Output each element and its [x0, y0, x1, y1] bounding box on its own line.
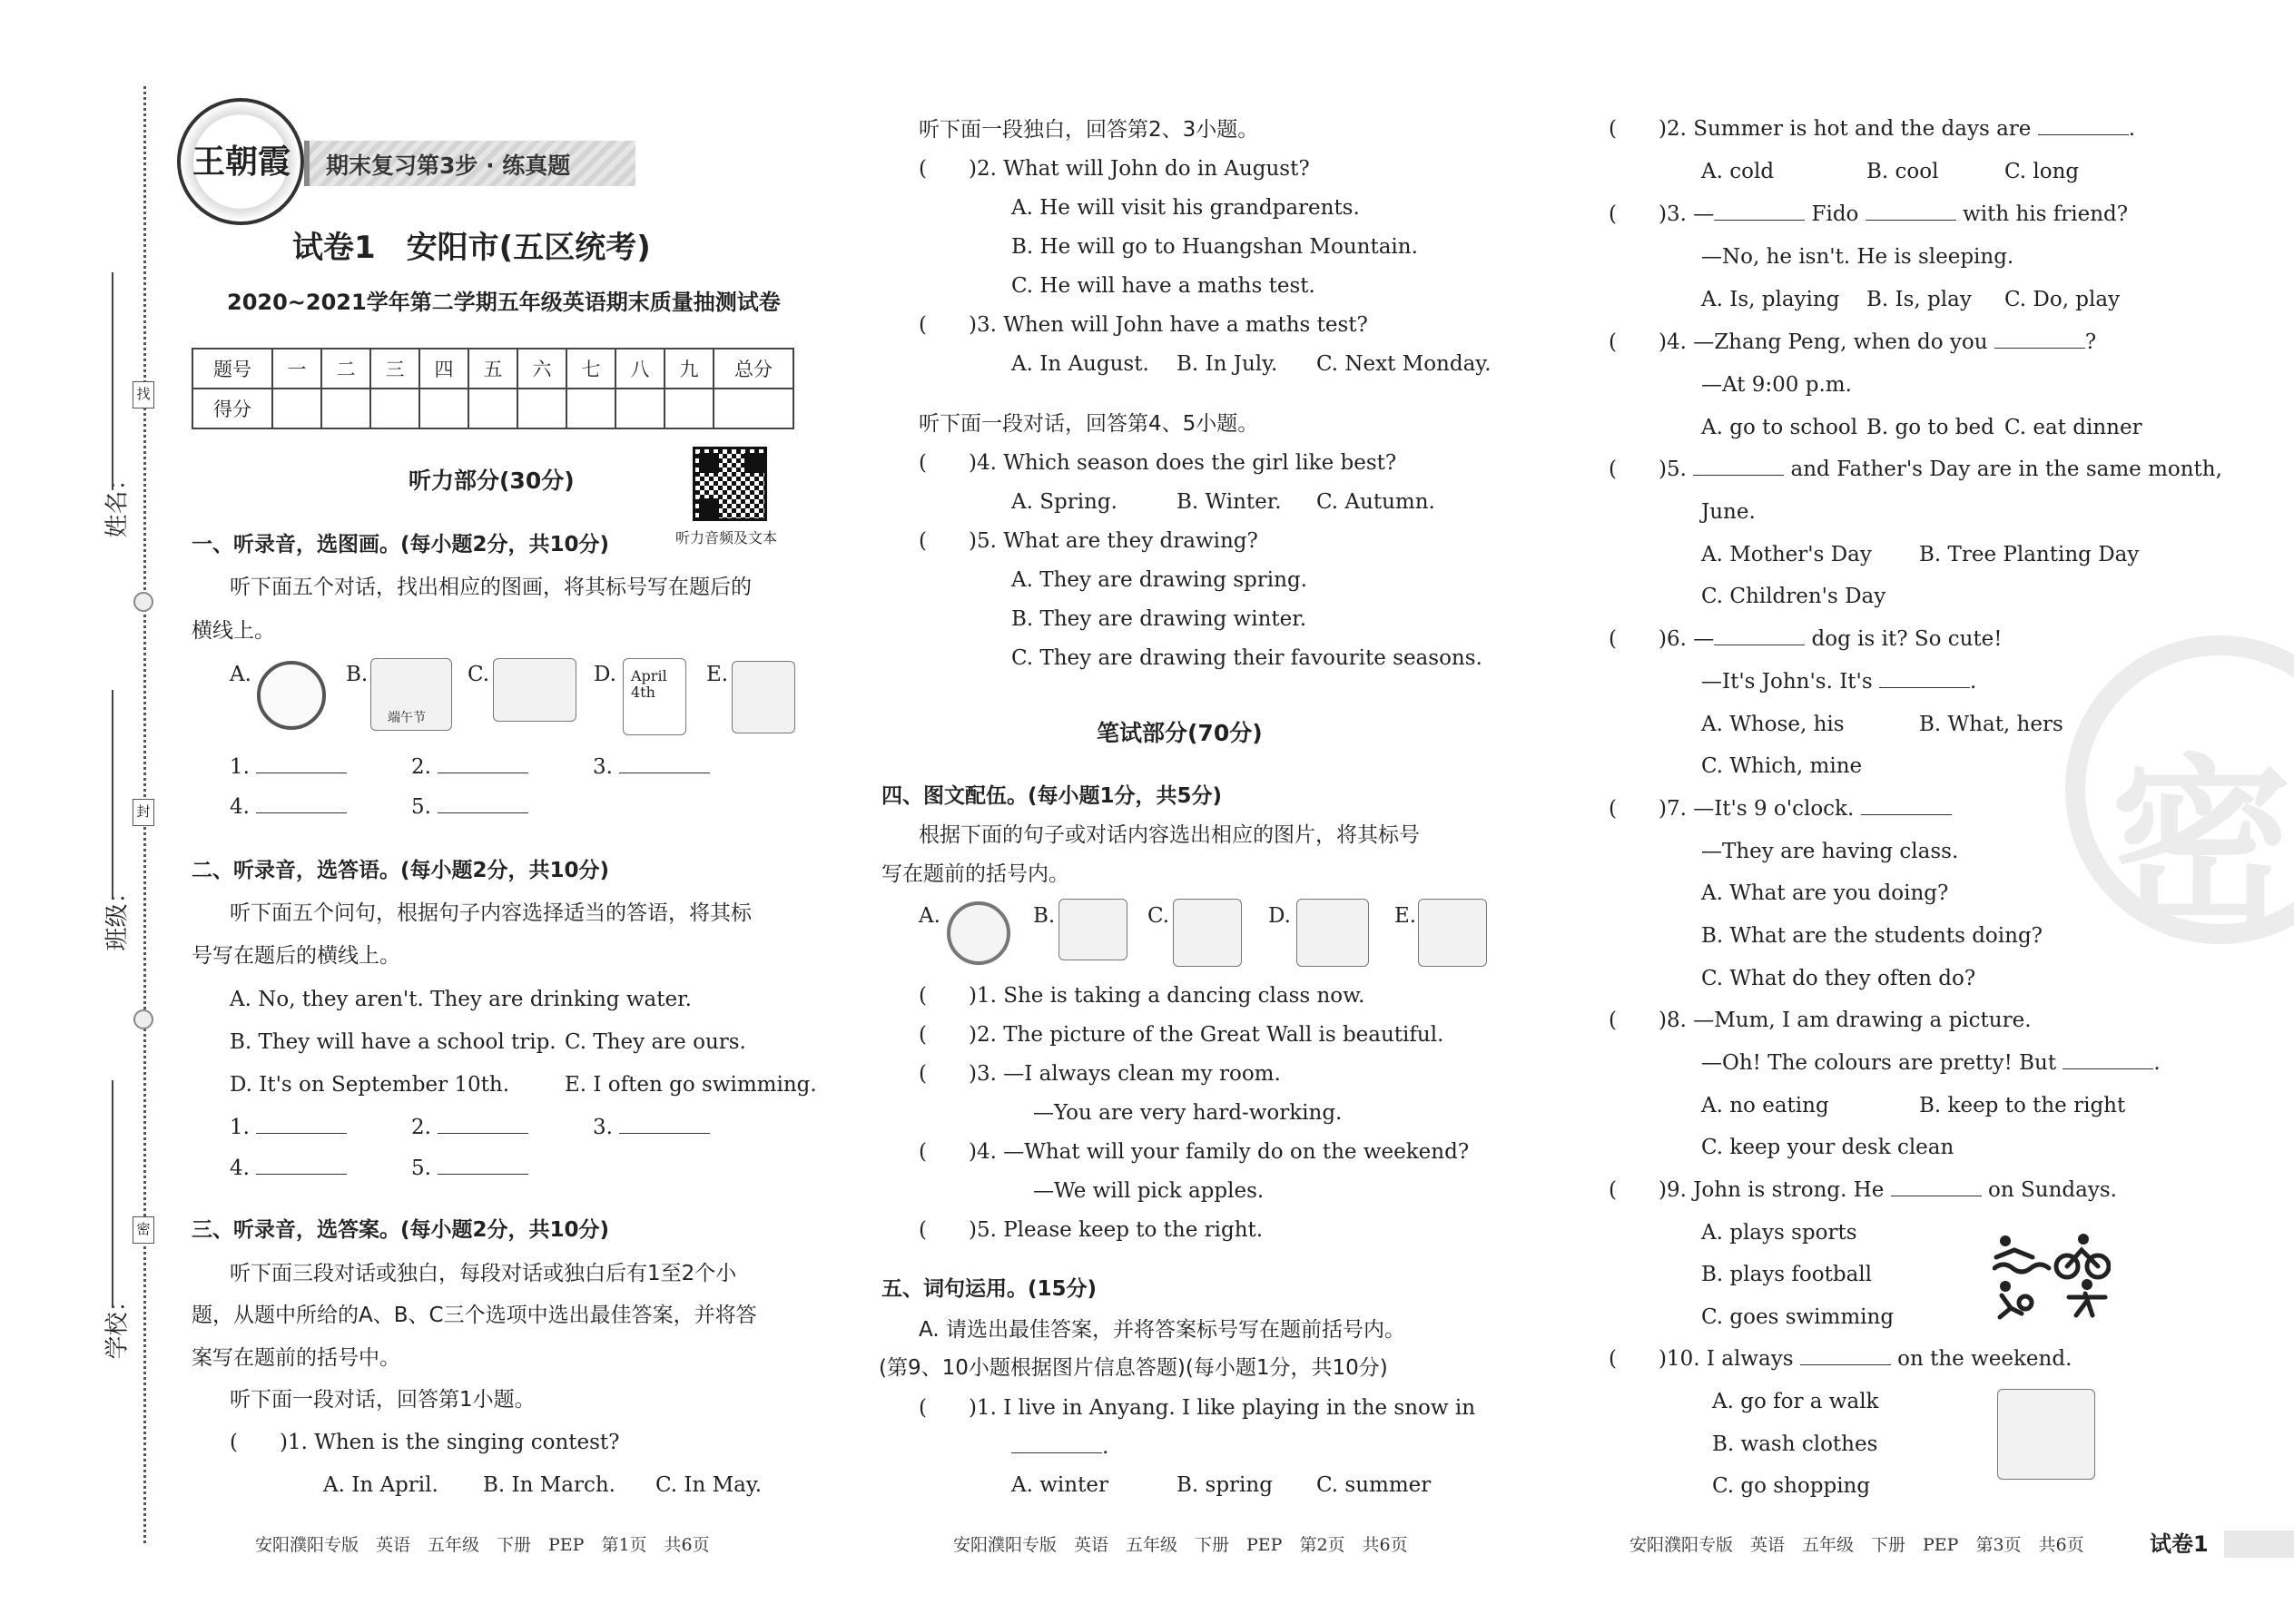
- score-cell[interactable]: [419, 389, 468, 428]
- c3-q3-pre: ( )3. —: [1609, 202, 1715, 226]
- c3-q4-option-a: A. go to school: [1701, 416, 1858, 439]
- listening-section-title: 听力部分(30分): [409, 468, 575, 494]
- s5-q1-end: .: [1102, 1435, 1109, 1459]
- review-banner-text: 期末复习第3步 · 练真题: [326, 153, 571, 179]
- pic-label-a: A.: [230, 663, 251, 686]
- score-cell[interactable]: [272, 389, 321, 428]
- c3-q8-blank[interactable]: [2063, 1049, 2153, 1069]
- pic-d-text: April 4th: [631, 667, 667, 701]
- s4-question-4: ( )4. —What will your family do on the weekend?: [919, 1140, 1470, 1164]
- question-4: ( )4. Which season does the girl like best?: [919, 451, 1397, 475]
- c3-q7-reply: —They are having class.: [1701, 840, 1959, 863]
- section-2-instruction-cont: 号写在题后的横线上。: [192, 944, 400, 968]
- answer-4-blank[interactable]: [256, 793, 347, 813]
- c3-q6-option-b: B. What, hers: [1919, 713, 2063, 736]
- sports-icons: [1993, 1230, 2111, 1321]
- score-header-cell: 九: [665, 349, 714, 389]
- q4-option-b: B. Winter.: [1177, 490, 1282, 514]
- answer2-4-label: [230, 1155, 347, 1182]
- school-line: [112, 1080, 113, 1307]
- q1-option-b: B. In March.: [483, 1473, 615, 1497]
- answer2-2-label: [411, 1114, 528, 1141]
- score-header-cell: 总分: [714, 349, 793, 389]
- c3-q3-blank-2[interactable]: [1866, 201, 1956, 221]
- score-cell[interactable]: [615, 389, 665, 428]
- dancer-icon: [1173, 899, 1242, 967]
- c3-q7-option-a: A. What are you doing?: [1701, 881, 1949, 905]
- c3-q3-blank-1[interactable]: [1714, 201, 1805, 221]
- c3-q3-end: with his friend?: [1963, 202, 2129, 226]
- c3-q6-reply-end: .: [1969, 670, 1977, 694]
- answer-4-label: [230, 793, 347, 821]
- review-banner: [304, 141, 635, 186]
- c3-q6-reply-text: —It's John's. It's: [1701, 670, 1873, 694]
- pic-label-c: C.: [468, 663, 490, 686]
- q4-option-c: C. Autumn.: [1316, 490, 1435, 514]
- q2-option-b: B. He will go to Huangshan Mountain.: [1011, 235, 1418, 259]
- option-b: B. They will have a school trip.: [230, 1030, 556, 1054]
- c3-q7-text: ( )7. —It's 9 o'clock.: [1609, 797, 1855, 821]
- score-cell[interactable]: [370, 389, 419, 428]
- question-3: ( )3. When will John have a maths test?: [919, 313, 1368, 337]
- section-1-title: 一、听录音，选图画。(每小题2分，共10分): [192, 533, 610, 556]
- dragon-boat-festival-icon: [370, 658, 452, 731]
- q2-option-c: C. He will have a maths test.: [1011, 274, 1315, 298]
- footer-page-1: 安阳濮阳专版 英语 五年级 下册 PEP 第1页 共6页: [255, 1535, 710, 1555]
- c3-q10-option-c: C. go shopping: [1712, 1474, 1871, 1498]
- answer2-5-label: [411, 1155, 528, 1182]
- s4-question-4-reply: —We will pick apples.: [1033, 1179, 1265, 1203]
- binding-box-1: 找: [133, 381, 154, 408]
- c3-q2-option-b: B. cool: [1866, 160, 1939, 183]
- c3-q3-option-a: A. Is, playing: [1701, 288, 1840, 311]
- section-4-instruction: 根据下面的句子或对话内容选出相应的图片，将其标号: [919, 823, 1420, 847]
- binding-hole-2: [133, 1009, 153, 1029]
- score-header-cell: 六: [517, 349, 566, 389]
- pic-label-d: D.: [594, 663, 616, 686]
- c3-q8-option-c: C. keep your desk clean: [1701, 1136, 1954, 1159]
- score-row-label: 得分: [192, 389, 272, 428]
- class-line: [112, 690, 113, 899]
- s5-question-1-cont: [1011, 1433, 1108, 1461]
- option-e: E. I often go swimming.: [565, 1073, 817, 1097]
- c3-q5-option-b: B. Tree Planting Day: [1919, 543, 2140, 566]
- shop-icon: [732, 661, 795, 733]
- s5-question-1: ( )1. I live in Anyang. I like playing in the snow in: [919, 1396, 1476, 1420]
- question-5: ( )5. What are they drawing?: [919, 529, 1258, 553]
- c3-question-4: [1609, 329, 2096, 356]
- score-cell[interactable]: [468, 389, 517, 428]
- s5-q1-option-a: A. winter: [1011, 1473, 1108, 1497]
- section-3-instruction-cont2: 案写在题前的括号中。: [192, 1346, 400, 1370]
- c3-q10-option-a: A. go for a walk: [1712, 1390, 1879, 1413]
- c3-q3-option-b: B. Is, play: [1866, 288, 1972, 311]
- s4-question-3-reply: —You are very hard-working.: [1033, 1101, 1343, 1125]
- score-header-cell: 二: [321, 349, 370, 389]
- c3-q5-end: and Father's Day are in the same month,: [1790, 458, 2222, 481]
- q2-option-a: A. He will visit his grandparents.: [1011, 196, 1360, 220]
- section-3-sub-1: 听下面一段对话，回答第1小题。: [230, 1388, 536, 1412]
- answer2-5-blank[interactable]: [438, 1155, 528, 1175]
- s4-question-5: ( )5. Please keep to the right.: [919, 1218, 1264, 1242]
- c3-question-7: [1609, 795, 1952, 822]
- great-wall-icon: [1058, 899, 1127, 960]
- c3-q6-option-a: A. Whose, his: [1701, 713, 1845, 736]
- name-line: [112, 272, 113, 490]
- page-subtitle: 2020~2021学年第二学期五年级英语期末质量抽测试卷: [227, 290, 781, 315]
- binding-box-2: 封: [133, 799, 154, 826]
- c3-question-10: [1609, 1345, 2072, 1373]
- answer2-5-num: 5.: [411, 1156, 431, 1180]
- c3-q4-blank[interactable]: [1994, 329, 2085, 349]
- c3-question-3: [1609, 201, 2128, 228]
- clock-icon: [257, 661, 326, 730]
- section-5-instruction: A. 请选出最佳答案，并将答案标号写在题前括号内。: [919, 1318, 1405, 1342]
- c3-q10-option-b: B. wash clothes: [1712, 1432, 1878, 1456]
- binding-hole-1: [133, 592, 153, 612]
- section-2-title: 二、听录音，选答语。(每小题2分，共10分): [192, 859, 610, 882]
- answer-1-blank[interactable]: [256, 753, 347, 773]
- corner-tab: [2224, 1530, 2294, 1558]
- section-3-instruction: 听下面三段对话或独白，每段对话或独白后有1至2个小: [230, 1262, 737, 1285]
- question-1: ( )1. When is the singing contest?: [230, 1431, 620, 1454]
- score-cell[interactable]: [566, 389, 615, 428]
- col2-sub-2: 听下面一段独白，回答第2、3小题。: [919, 118, 1259, 142]
- binding-box-3: 密: [133, 1216, 154, 1244]
- c3-q9-option-c: C. goes swimming: [1701, 1305, 1895, 1329]
- qr-caption: 听力音频及文本: [675, 529, 778, 546]
- q3-option-b: B. In July.: [1177, 352, 1278, 376]
- c3-q8-reply: [1701, 1049, 2161, 1077]
- page-title: 试卷1 安阳市(五区统考): [292, 230, 651, 266]
- answer-5-blank[interactable]: [438, 793, 528, 813]
- score-cell[interactable]: [321, 389, 370, 428]
- question-2: ( )2. What will John do in August?: [919, 157, 1310, 181]
- answer-2-blank[interactable]: [438, 753, 528, 773]
- option-a: A. No, they aren't. They are drinking water.: [230, 988, 692, 1011]
- q5-option-c: C. They are drawing their favourite seasons.: [1011, 646, 1482, 670]
- c3-q5-option-c: C. Children's Day: [1701, 585, 1886, 608]
- c3-question-2: [1609, 115, 2135, 143]
- section-3-title: 三、听录音，选答案。(每小题2分，共10分): [192, 1218, 610, 1242]
- girl-cleaning-icon: [1418, 899, 1487, 967]
- footer-page-2: 安阳濮阳专版 英语 五年级 下册 PEP 第2页 共6页: [953, 1535, 1408, 1555]
- calendar-icon: [623, 658, 686, 735]
- c3-q5-cont: June.: [1701, 500, 1756, 524]
- option-c: C. They are ours.: [565, 1030, 746, 1054]
- c3-q7-option-c: C. What do they often do?: [1701, 967, 1976, 990]
- answer2-4-blank[interactable]: [256, 1155, 347, 1175]
- c3-q5-blank[interactable]: [1693, 456, 1784, 476]
- c3-q6-blank[interactable]: [1714, 625, 1805, 645]
- c3-q8-option-a: A. no eating: [1701, 1094, 1829, 1117]
- c3-q6-end: dog is it? So cute!: [1811, 627, 2003, 651]
- section-5-instruction-cont: (第9、10小题根据图片信息答题)(每小题1分，共10分): [879, 1356, 1388, 1380]
- confidential-stamp-char: 密: [2111, 739, 2293, 950]
- c3-q3-option-c: C. Do, play: [2004, 288, 2121, 311]
- qr-code-icon[interactable]: [693, 447, 767, 521]
- answer2-2-num: 2.: [411, 1116, 431, 1139]
- answer-2-label: [411, 753, 528, 781]
- answer2-2-blank[interactable]: [438, 1114, 528, 1134]
- score-header-cell: 四: [419, 349, 468, 389]
- score-header-cell: 五: [468, 349, 517, 389]
- score-table-header-row: [192, 349, 793, 389]
- c3-question-6: [1609, 625, 2003, 653]
- class-label: 班级：: [103, 880, 132, 951]
- corner-label: 试卷1: [2150, 1531, 2209, 1557]
- section-1-instruction-cont: 横线上。: [192, 619, 275, 643]
- c3-q9-blank[interactable]: [1891, 1176, 1982, 1196]
- section-4-instruction-cont: 写在题前的括号内。: [881, 862, 1069, 886]
- option-d: D. It's on September 10th.: [230, 1073, 510, 1097]
- s4-pic-label-d: D.: [1268, 904, 1291, 928]
- score-table-score-row: [192, 389, 793, 428]
- c3-q9-end: on Sundays.: [1988, 1178, 2117, 1202]
- c3-q5-option-a: A. Mother's Day: [1701, 543, 1872, 566]
- q3-option-c: C. Next Monday.: [1316, 352, 1492, 376]
- c3-q7-option-b: B. What are the students doing?: [1701, 924, 2043, 948]
- c3-q10-text: ( )10. I always: [1609, 1347, 1794, 1371]
- answer2-3-blank[interactable]: [619, 1114, 710, 1134]
- c3-q4-option-c: C. eat dinner: [2004, 416, 2142, 439]
- answer-4-num: 4.: [230, 795, 250, 819]
- answer-3-label: [593, 753, 710, 781]
- q5-option-b: B. They are drawing winter.: [1011, 607, 1307, 631]
- family-picking-apples-icon: [1296, 899, 1369, 967]
- answer-3-blank[interactable]: [619, 753, 710, 773]
- name-label: 姓名：: [103, 467, 132, 538]
- c3-q6-pre: ( )6. —: [1609, 627, 1715, 651]
- col2-sub-3: 听下面一段对话，回答第4、5小题。: [919, 412, 1259, 436]
- c3-q3-mid: Fido: [1811, 202, 1859, 226]
- school-label: 学校：: [103, 1288, 132, 1360]
- c3-q9-option-a: A. plays sports: [1701, 1221, 1857, 1245]
- c3-q7-blank[interactable]: [1861, 795, 1952, 815]
- score-header-cell: 三: [370, 349, 419, 389]
- c3-q2-blank[interactable]: [2038, 115, 2129, 135]
- score-cell[interactable]: [517, 389, 566, 428]
- section-3-instruction-cont: 题，从题中所给的A、B、C三个选项中选出最佳答案，并将答: [192, 1304, 757, 1327]
- c3-question-8: ( )8. —Mum, I am drawing a picture.: [1609, 1009, 2032, 1032]
- c3-q8-end: .: [2153, 1051, 2161, 1075]
- s4-pic-label-b: B.: [1033, 904, 1056, 928]
- answer2-1-blank[interactable]: [256, 1114, 347, 1134]
- c3-q10-blank[interactable]: [1800, 1345, 1891, 1365]
- score-header-cell: 一: [272, 349, 321, 389]
- score-header-cell: 七: [566, 349, 615, 389]
- section-1-instruction: 听下面五个对话，找出相应的图画，将其标号写在题后的: [230, 576, 752, 599]
- c3-q4-text: ( )4. —Zhang Peng, when do you: [1609, 330, 1988, 354]
- answer2-4-num: 4.: [230, 1156, 250, 1180]
- q1-option-c: C. In May.: [655, 1473, 763, 1497]
- c3-q6-reply: [1701, 668, 1976, 695]
- c3-q8-reply-text: —Oh! The colours are pretty! But: [1701, 1051, 2057, 1075]
- sports-icons-svg: [1993, 1230, 2111, 1321]
- c3-q9-option-b: B. plays football: [1701, 1263, 1873, 1286]
- score-cell[interactable]: [665, 389, 714, 428]
- c3-q6-option-c: C. Which, mine: [1701, 754, 1863, 778]
- answer2-3-num: 3.: [593, 1116, 613, 1139]
- c3-q5-pre: ( )5.: [1609, 458, 1687, 481]
- s5-q1-option-b: B. spring: [1177, 1473, 1273, 1497]
- q1-option-a: A. In April.: [323, 1473, 438, 1497]
- c3-q6-reply-blank[interactable]: [1879, 668, 1970, 688]
- q4-option-a: A. Spring.: [1011, 490, 1117, 514]
- section-2-instruction: 听下面五个问句，根据句子内容选择适当的答语，将其标: [230, 901, 752, 925]
- c3-q9-text: ( )9. John is strong. He: [1609, 1178, 1885, 1202]
- c3-q2-option-c: C. long: [2004, 160, 2080, 183]
- c3-q2-end: .: [2128, 117, 2136, 141]
- c3-q2-text: ( )2. Summer is hot and the days are: [1609, 117, 2032, 141]
- answer-5-num: 5.: [411, 795, 431, 819]
- s5-q1-blank[interactable]: [1011, 1433, 1102, 1453]
- answer2-1-label: [230, 1114, 347, 1141]
- s4-pic-label-e: E.: [1394, 904, 1417, 928]
- c3-q4-end: ?: [2084, 330, 2097, 354]
- q5-option-a: A. They are drawing spring.: [1011, 568, 1307, 592]
- s4-pic-label-c: C.: [1147, 904, 1170, 928]
- answer-3-num: 3.: [593, 755, 613, 779]
- brand-logo-text: 王朝霞: [192, 143, 291, 181]
- score-header-cell: 八: [615, 349, 665, 389]
- footer-page-3: 安阳濮阳专版 英语 五年级 下册 PEP 第3页 共6页: [1629, 1535, 2084, 1555]
- keep-right-sign-icon: [947, 901, 1010, 965]
- c3-question-5: [1609, 456, 2222, 483]
- s5-q1-option-c: C. summer: [1316, 1473, 1432, 1497]
- walking-stairs-icon: [1997, 1389, 2095, 1480]
- rabbit-icon: [493, 658, 576, 722]
- c3-q2-option-a: A. cold: [1701, 160, 1775, 183]
- score-table: [192, 348, 794, 429]
- pic-label-e: E.: [706, 663, 729, 686]
- score-header-cell: 题号: [192, 349, 272, 389]
- pic-b-text: 端午节: [388, 711, 426, 725]
- q3-option-a: A. In August.: [1011, 352, 1149, 376]
- answer-5-label: [411, 793, 528, 821]
- s4-pic-label-a: A.: [919, 904, 940, 928]
- written-section-title: 笔试部分(70分): [1097, 720, 1263, 746]
- pic-label-b: B.: [346, 663, 369, 686]
- c3-q10-end: on the weekend.: [1897, 1347, 2072, 1371]
- answer-1-label: [230, 753, 347, 781]
- c3-q3-reply: —No, he isn't. He is sleeping.: [1701, 245, 2014, 269]
- answer-2-num: 2.: [411, 755, 431, 779]
- section-5-title: 五、词句运用。(15分): [881, 1277, 1098, 1301]
- score-cell[interactable]: [714, 389, 793, 428]
- c3-q4-option-b: B. go to bed: [1866, 416, 1994, 439]
- c3-q8-option-b: B. keep to the right: [1919, 1094, 2126, 1117]
- s4-question-3: ( )3. —I always clean my room.: [919, 1062, 1281, 1086]
- section-4-title: 四、图文配伍。(每小题1分，共5分): [881, 784, 1223, 808]
- c3-q4-reply: —At 9:00 p.m.: [1701, 373, 1852, 397]
- s4-question-1: ( )1. She is taking a dancing class now.: [919, 984, 1365, 1008]
- answer-1-num: 1.: [230, 755, 250, 779]
- s4-question-2: ( )2. The picture of the Great Wall is beautiful.: [919, 1023, 1444, 1047]
- answer2-3-label: [593, 1114, 710, 1141]
- answer2-1-num: 1.: [230, 1116, 250, 1139]
- c3-question-9: [1609, 1176, 2117, 1204]
